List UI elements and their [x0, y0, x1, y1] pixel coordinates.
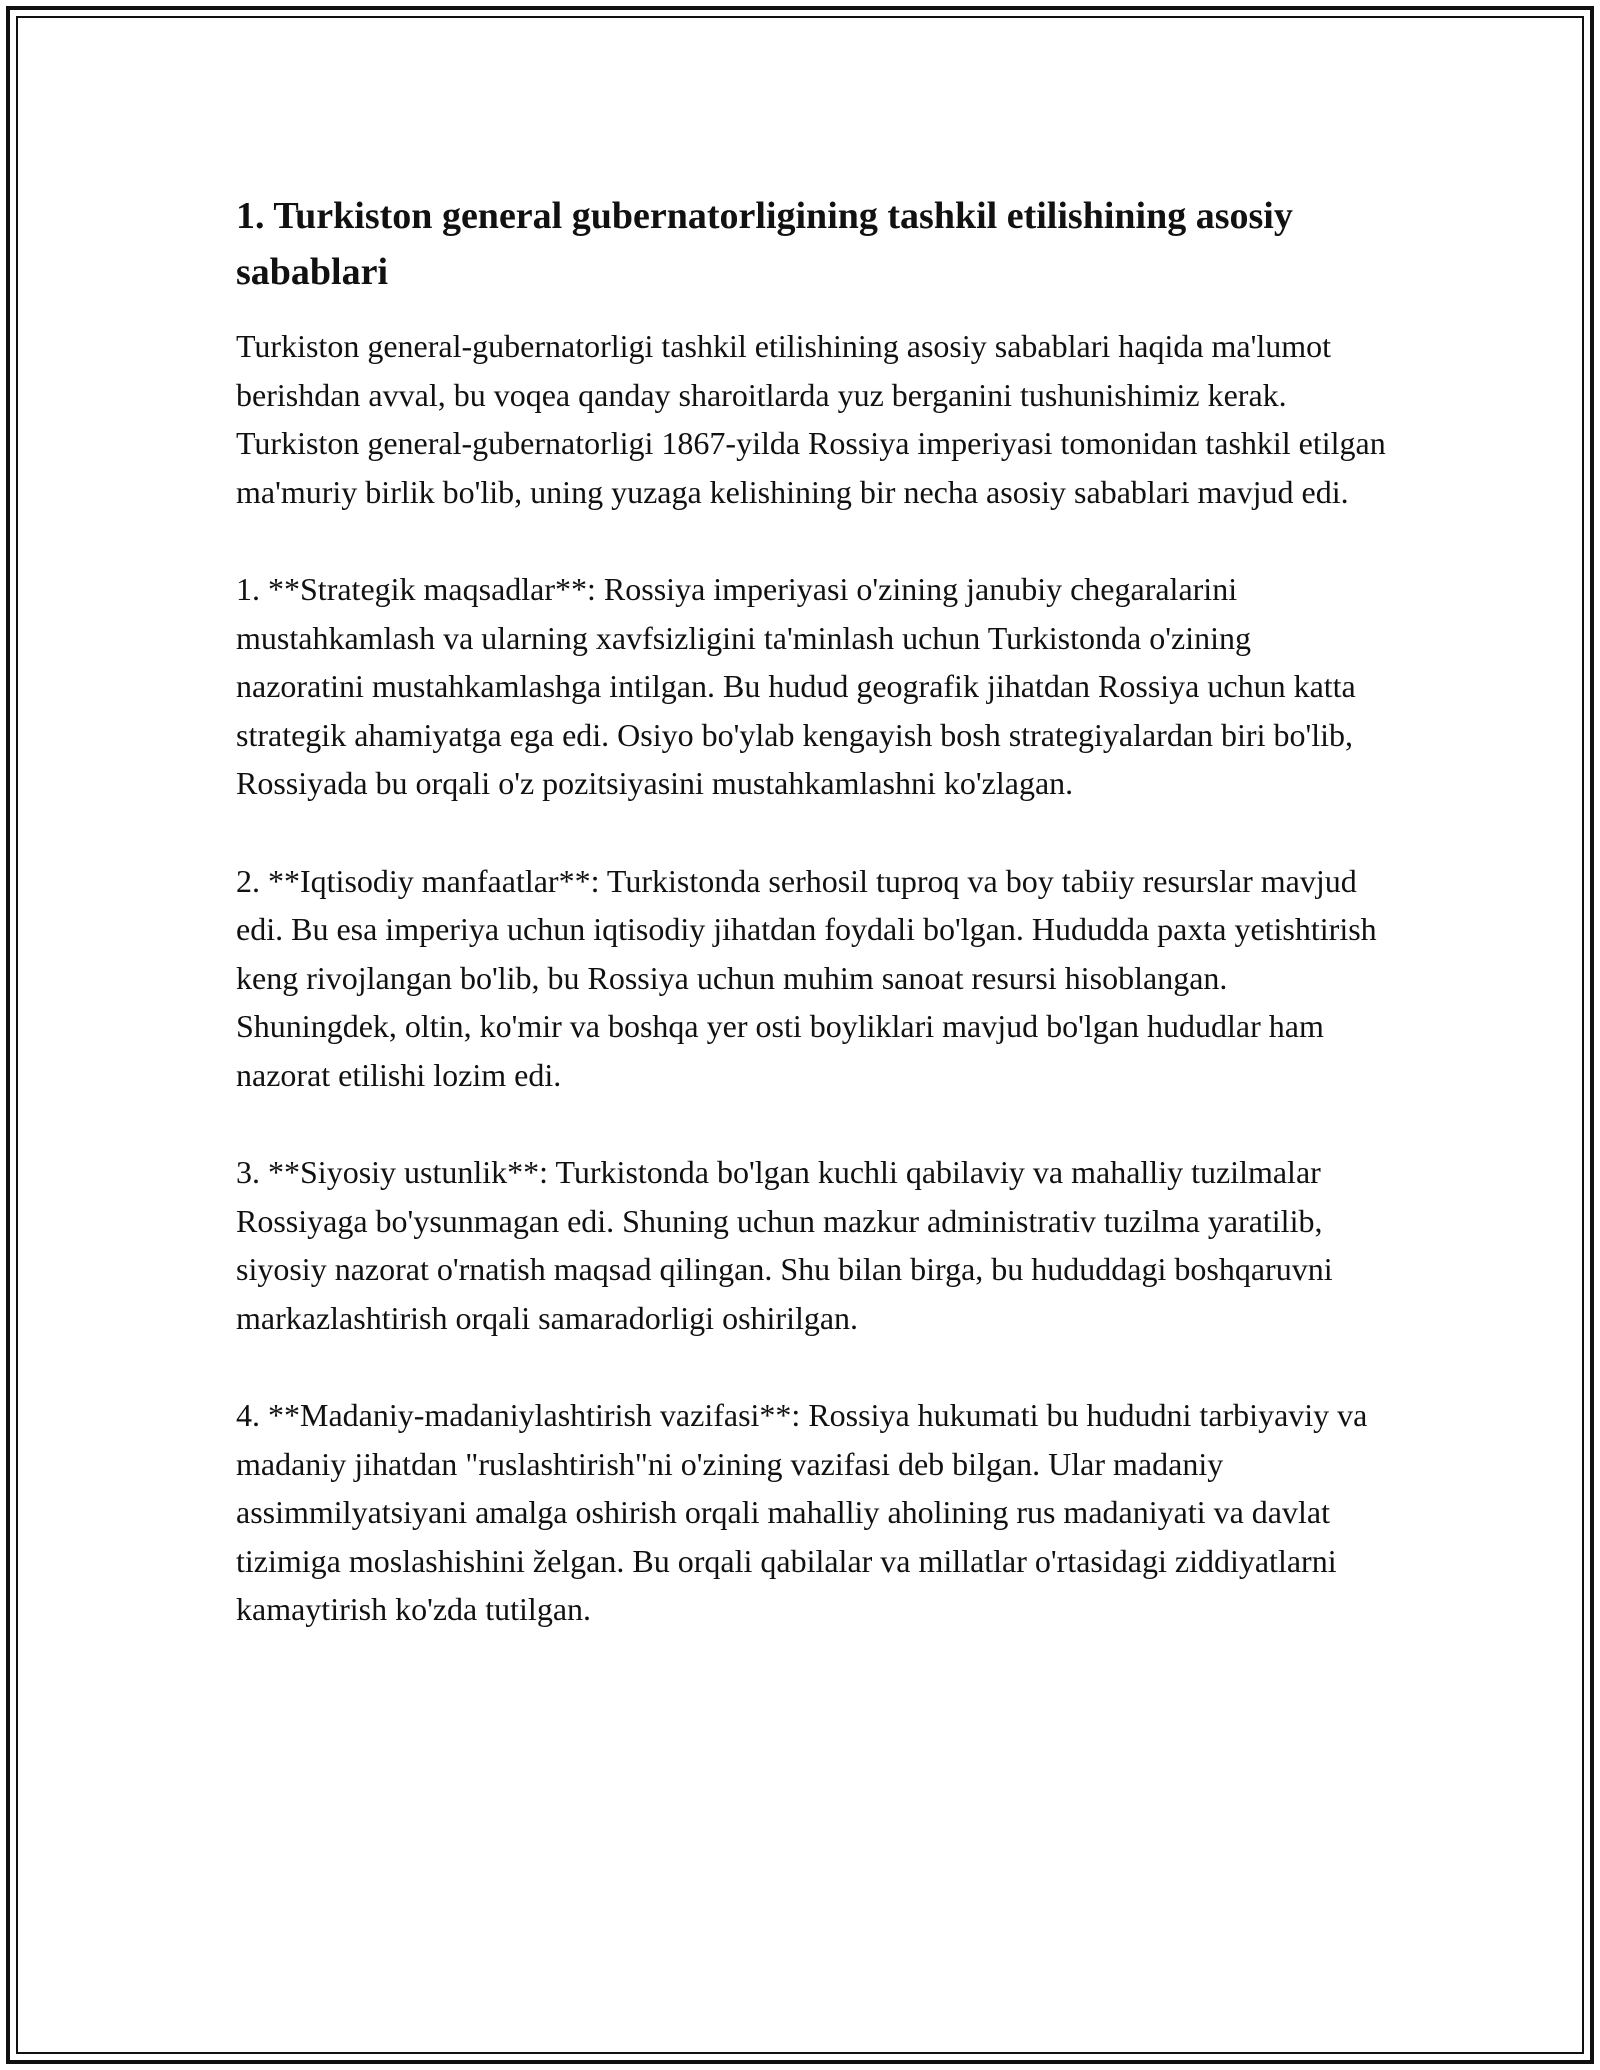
- intro-paragraph: Turkiston general-gubernatorligi tashkil etilishining asosiy sabablari haqida ma'lumot berishdan avval, bu voqea qanday sharoitlarda yuz berganini tushunishimiz kerak. Turkiston general-gubernatorligi 1867-yilda Rossiya imperiyasi tomonidan tashkil etilgan ma'muriy birlik bo'lib, uning yuzaga kelishining bir necha asosiy sabablari mavjud edi.: [236, 328, 1386, 510]
- document-content: [236, 188, 1386, 1683]
- reason-cultural-paragraph: 4. **Madaniy-madaniylashtirish vazifasi**: Rossiya hukumati bu hududni tarbiyaviy va madaniy jihatdan "ruslashtirish"ni o'zining vazifasi deb bilgan. Ular madaniy assimmilyatsiyani amalga oshirish orqali mahalliy aholining rus madaniyati va davlat tizimiga moslashishini želgan. Bu orqali qabilalar va millatlar o'rtasidagi ziddiyatlarni kamaytirish ko'zda tutilgan.: [236, 1397, 1368, 1627]
- document-heading: 1. Turkiston general gubernatorligining tashkil etilishining asosiy sabablari: [236, 195, 1293, 293]
- reason-economic-paragraph: 2. **Iqtisodiy manfaatlar**: Turkistonda serhosil tuproq va boy tabiiy resurslar mavjud edi. Bu esa imperiya uchun iqtisodiy jihatdan foydali bo'lgan. Hududda paxta yetishtirish keng rivojlangan bo'lib, bu Rossiya uchun muhim sanoat resursi hisoblangan. Shuningdek, oltin, ko'mir va boshqa yer osti boyliklari mavjud bo'lgan hududlar ham nazorat etilishi lozim edi.: [236, 862, 1377, 1093]
- reason-political-paragraph: 3. **Siyosiy ustunlik**: Turkistonda bo'lgan kuchli qabilaviy va mahalliy tuzilmalar Rossiyaga bo'ysunmagan edi. Shuning uchun mazkur administrativ tuzilma yaratilib, siyosiy nazorat o'rnatish maqsad qilingan. Shu bilan birga, bu hududdagi boshqaruvni markazlashtirish orqali samaradorligi oshirilgan.: [236, 1154, 1333, 1336]
- reason-strategic-paragraph: 1. **Strategik maqsadlar**: Rossiya imperiyasi o'zining janubiy chegaralarini mustahkamlash va ularning xavfsizligini ta'minlash uchun Turkistonda o'zining nazoratini mustahkamlashga intilgan. Bu hudud geografik jihatdan Rossiya uchun katta strategik ahamiyatga ega edi. Osiyo bo'ylab kengayish bosh strategiyalardan biri bo'lib, Rossiyada bu orqali o'z pozitsiyasini mustahkamlashni ko'zlagan.: [236, 571, 1356, 801]
